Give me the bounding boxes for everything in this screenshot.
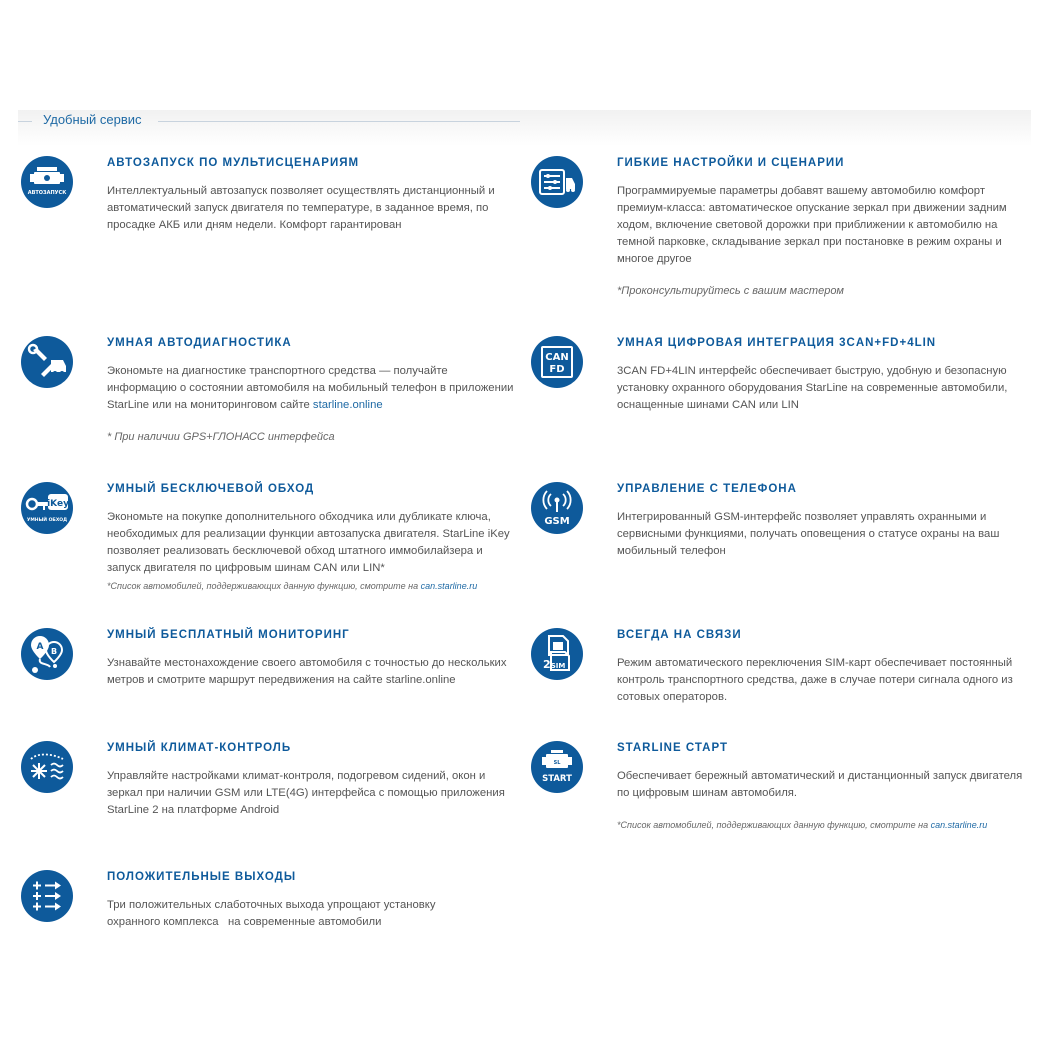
header-divider-right [158,121,520,122]
feature-description: 3CAN FD+4LIN интерфейс обеспечивает быструю, удобную и безопасную установку охранного оборудования StarLine на современные автомобили, оснащенные шинами CAN или LIN [617,365,1008,411]
feature-title: УМНАЯ АВТОДИАГНОСТИКА [107,337,292,349]
can-starline-link[interactable]: can.starline.ru [420,581,478,591]
svg-text:A: A [36,642,44,652]
svg-text:УМНЫЙ ОБХОД: УМНЫЙ ОБХОД [26,518,68,523]
feature-description: Программируемые параметры добавят вашему автомобилю комфорт премиум-класса: автоматическое опускание зеркал при движении задним ходом, включение световой дорожки при приближении к автомобилю на темной парковке, складывание зеркал при постановке в режим охраны и многое другое [617,185,1007,265]
feature-note: *Список автомобилей, поддерживающих данную функцию, смотрите на can.starline.ru [617,820,988,830]
feature-description: Интеллектуальный автозапуск позволяет осуществлять дистанционный и автоматический запуск двигателя по температуре, в заданное время, по просадке АКБ или дням недели. Комфорт гарантирован [107,185,495,231]
feature-description: Три положительных слаботочных выхода упрощают установку охранного комплекса на современные автомобили [107,899,439,928]
feature-title: УМНАЯ ЦИФРОВАЯ ИНТЕГРАЦИЯ 3CAN+FD+4LIN [617,337,937,349]
feature-description: Интегрированный GSM-интерфейс позволяет управлять охранными и сервисными функциями, получать оповещения о статусе охраны на ваш мобильный телефон [617,511,1000,557]
svg-text:START: START [542,774,572,784]
gsm-icon [531,482,583,534]
feature-description: Узнавайте местонахождение своего автомобиля с точностью до нескольких метров и смотрите маршрут передвижения на сайте starline.online [107,657,507,686]
dual-sim-icon [531,628,583,680]
feature-title: STARLINE СТАРТ [617,742,729,754]
feature-note: *Проконсультируйтесь с вашим мастером [617,285,844,297]
can-fd-icon [531,336,583,388]
svg-text:SIM: SIM [550,662,566,670]
header-divider-left [18,121,32,122]
ikey-icon [21,482,73,534]
feature-description: Управляйте настройками климат-контроля, подогревом сидений, окон и зеркал при наличии GSM или LTE(4G) интерфейса с помощью приложения StarLine 2 на платформе Android [107,770,505,816]
can-starline-link[interactable]: can.starline.ru [930,820,988,830]
feature-title: ПОЛОЖИТЕЛЬНЫЕ ВЫХОДЫ [107,871,297,883]
svg-text:FD: FD [549,364,565,375]
starline-online-link[interactable]: starline.online [312,399,383,411]
svg-text:B: B [50,647,58,656]
feature-title: УПРАВЛЕНИЕ С ТЕЛЕФОНА [617,483,797,495]
feature-description: Экономьте на покупке дополнительного обходчика или дубликате ключа, необходимых для реализации функции автозапуска двигателя. StarLine iKey позволяет реализовать бесключевой обход штатного иммобилайзера и запуск двигателя по цифровым шинам CAN или LIN* [107,511,510,574]
svg-text:2: 2 [543,658,551,671]
svg-text:iKey: iKey [47,499,69,509]
feature-title: УМНЫЙ БЕСПЛАТНЫЙ МОНИТОРИНГ [107,629,350,641]
feature-note: * При наличии GPS+ГЛОНАСС интерфейса [107,431,335,443]
settings-car-icon [531,156,583,208]
feature-description: Экономьте на диагностике транспортного средства — получайте информацию о состоянии автомобиля на мобильный телефон в приложении StarLine или на мониторинговом сайте starline.online [107,365,514,411]
feature-title: ВСЕГДА НА СВЯЗИ [617,629,742,641]
svg-text:АВТОЗАПУСК: АВТОЗАПУСК [27,190,67,196]
feature-title: УМНЫЙ БЕСКЛЮЧЕВОЙ ОБХОД [107,483,315,495]
climate-icon [21,741,73,793]
starline-start-icon [531,741,583,793]
section-header [18,112,520,130]
feature-description: Обеспечивает бережный автоматический и дистанционный запуск двигателя по цифровым шинам автомобиля. [617,770,1023,799]
feature-description: Режим автоматического переключения SIM-карт обеспечивает постоянный контроль транспортного средства, даже в случае потери сигнала одного из сотовых операторов. [617,657,1013,703]
section-title: Удобный сервис [43,112,142,127]
feature-title: УМНЫЙ КЛИМАТ-КОНТРОЛЬ [107,742,292,754]
svg-text:GSM: GSM [544,516,570,527]
svg-text:SL: SL [553,760,561,766]
monitoring-route-icon [21,628,73,680]
feature-title: АВТОЗАПУСК ПО МУЛЬТИСЦЕНАРИЯМ [107,157,360,169]
svg-text:CAN: CAN [545,352,569,363]
autostart-icon [21,156,73,208]
feature-note: *Список автомобилей, поддерживающих данную функцию, смотрите на can.starline.ru [107,581,478,591]
diagnostics-icon [21,336,73,388]
positive-outputs-icon [21,870,73,922]
feature-title: ГИБКИЕ НАСТРОЙКИ И СЦЕНАРИИ [617,157,845,169]
